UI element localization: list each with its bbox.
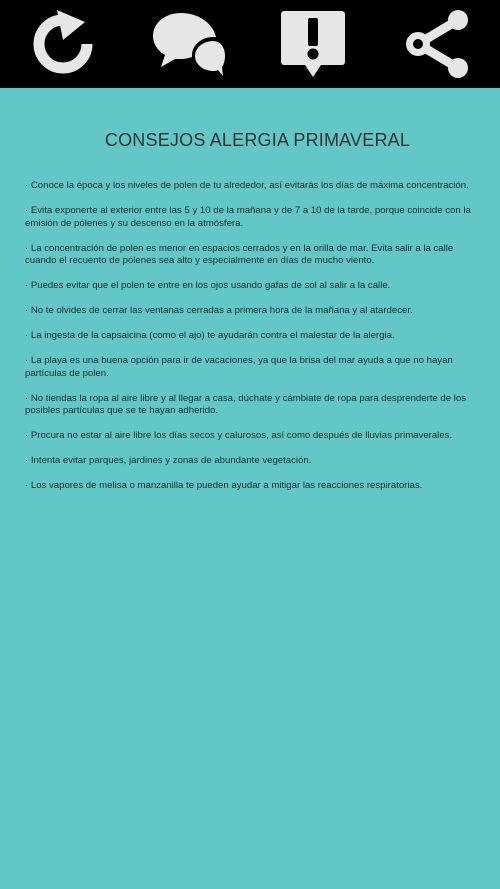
report-button[interactable]	[273, 4, 353, 84]
tip-item: · No tiendas la ropa al aire libre y al llegar a casa, dúchate y cámbiate de ropa para desprenderte de los posibles partículas que se te hayan adherido.	[25, 392, 467, 416]
page-title: CONSEJOS ALERGIA PRIMAVERAL	[104, 130, 411, 150]
content-area	[0, 88, 500, 889]
refresh-icon	[27, 8, 99, 80]
tip-item: · Evita exponerte al exterior entre las 5 y 10 de la mañana y de 7 a 10 de la tarde, porque coincide con la emisión de pólenes y su descenso en la atmósfera.	[25, 205, 471, 229]
tip-item: · Conoce la época y los niveles de polen de tu alrededor, así evitarás los días de máxima concentración.	[25, 180, 469, 191]
chat-icon	[151, 9, 225, 79]
tip-item: · La ingesta de la capsaicina (como el ajo) te ayudarán contra el malestar de la alergia.	[25, 330, 395, 341]
tips-list	[25, 180, 475, 505]
tip-item: · Intenta evitar parques, jardines y zonas de abundante vegetación.	[25, 455, 312, 466]
tip-item: · Los vapores de melisa o manzanilla te pueden ayudar a mitigar las reacciones respiratorias.	[25, 480, 423, 491]
tip-item: · Procura no estar al aire libre los días secos y calurosos, así como después de lluvias primaverales.	[25, 430, 453, 441]
alert-icon	[279, 9, 347, 79]
tip-item: · La concentración de polen es menor en espacios cerrados y en la orilla de mar. Evita salir a la calle cuando el recuento de pólenes sea alto y especialmente en días de mucho viento.	[25, 242, 454, 266]
share-icon	[402, 8, 474, 80]
tip-item: · La playa es una buena opción para ir de vacaciones, ya que la brisa del mar ayuda a que no hayan partículas de polen.	[25, 355, 453, 379]
refresh-button[interactable]	[23, 4, 103, 84]
chat-button[interactable]	[148, 4, 228, 84]
tip-item: · Puedes evitar que el polen te entre en los ojos usando gafas de sol al salir a la calle.	[25, 280, 391, 291]
share-button[interactable]	[398, 4, 478, 84]
top-toolbar	[0, 0, 500, 88]
tip-item: · No te olvides de cerrar las ventanas cerradas a primera hora de la mañana y al atardecer.	[25, 305, 413, 316]
